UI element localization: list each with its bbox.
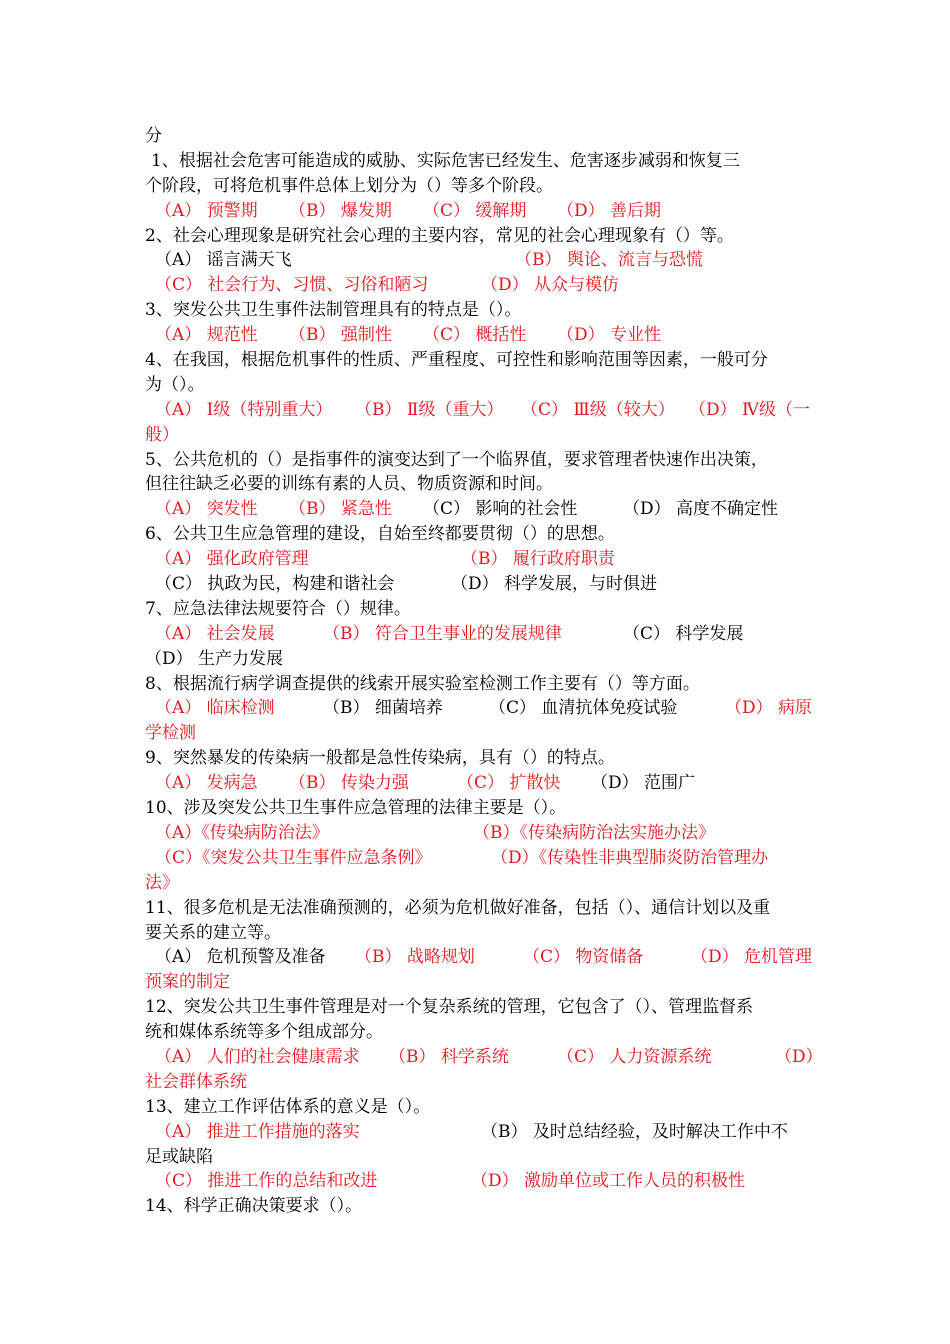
- q8-option-d-line-2: 学检测: [145, 723, 196, 744]
- q3-option-a: （A） 规范性: [155, 325, 258, 346]
- q2-option-d: （D） 从众与模仿: [481, 275, 620, 296]
- q13-option-b-line-1: （B） 及时总结经验，及时解决工作中不: [481, 1121, 788, 1142]
- q2-option-c: （C） 社会行为、习惯、习俗和陋习: [155, 275, 429, 296]
- question-13-options-row-1: [145, 1120, 809, 1145]
- question-7: 7、应急法律法规要符合（）规律。: [145, 598, 411, 619]
- question-3-options: [145, 323, 809, 348]
- q1-option-a: （A） 预警期: [155, 200, 258, 221]
- q10-option-d-line-2: 法》: [145, 872, 179, 893]
- q4-option-d-line-1: （D） Ⅳ级（一: [689, 399, 811, 420]
- question-10-options-row-1: [145, 821, 809, 846]
- q4-option-d-line-2: 般）: [145, 424, 179, 445]
- q11-option-d-line-1: （D） 危机管理: [691, 947, 813, 968]
- q8-option-a: （A） 临床检测: [155, 698, 275, 719]
- q6-option-d: （D） 科学发展，与时俱进: [451, 574, 658, 595]
- q10-option-a: （A）《传染病防治法》: [155, 822, 329, 843]
- q9-option-b: （B） 传染力强: [289, 773, 409, 794]
- q1-option-c: （C） 缓解期: [423, 200, 527, 221]
- q13-option-c: （C） 推进工作的总结和改进: [155, 1171, 378, 1192]
- q7-option-c: （C） 科学发展: [623, 623, 744, 644]
- question-5-line-1: 5、公共危机的（）是指事件的演变达到了一个临界值，要求管理者快速作出决策，: [145, 449, 768, 470]
- q10-option-b: （B）《传染病防治法实施办法》: [473, 822, 715, 843]
- q6-option-b: （B） 履行政府职责: [461, 549, 615, 570]
- q5-option-c: （C） 影响的社会性: [423, 499, 578, 520]
- question-14: 14、科学正确决策要求（）。: [145, 1196, 363, 1217]
- question-5-line-2: 但往往缺乏必要的训练有素的人员、物质资源和时间。: [145, 474, 553, 495]
- question-13-options-row-2: [145, 1169, 809, 1194]
- q6-option-a: （A） 强化政府管理: [155, 549, 309, 570]
- question-2-options-row-1: [145, 248, 809, 273]
- q9-option-a: （A） 发病急: [155, 773, 258, 794]
- question-10-options-row-2: [145, 846, 809, 871]
- question-12-options: [145, 1045, 823, 1070]
- q1-option-b: （B） 爆发期: [289, 200, 392, 221]
- q6-option-c: （C） 执政为民，构建和谐社会: [155, 574, 395, 595]
- q12-option-a: （A） 人们的社会健康需求: [155, 1046, 360, 1067]
- q4-option-a: （A） Ⅰ级（特别重大）: [155, 399, 333, 420]
- q5-option-a: （A） 突发性: [155, 499, 258, 520]
- question-6-options-row-1: [145, 547, 809, 572]
- question-2-options-row-2: [145, 273, 809, 298]
- question-9-options: [145, 771, 809, 796]
- question-8: 8、根据流行病学调查提供的线索开展实验室检测工作主要有（）等方面。: [145, 673, 700, 694]
- q12-option-b: （B） 科学系统: [389, 1046, 509, 1067]
- question-4-line-1: 4、在我国，根据危机事件的性质、严重程度、可控性和影响范围等因素，一般可分: [145, 350, 768, 371]
- q8-option-c: （C） 血清抗体免疫试验: [489, 698, 678, 719]
- q3-option-b: （B） 强制性: [289, 325, 392, 346]
- q4-option-c: （C） Ⅲ级（较大）: [521, 399, 675, 420]
- q9-option-c: （C） 扩散快: [457, 773, 561, 794]
- document-page: [145, 124, 823, 1219]
- question-4-line-2: 为（）。: [145, 374, 205, 395]
- question-2: 2、社会心理现象是研究社会心理的主要内容，常见的社会心理现象有（）等。: [145, 225, 734, 246]
- question-12-line-1: 12、突发公共卫生事件管理是对一个复杂系统的管理，它包含了（）、管理监督系: [145, 997, 754, 1018]
- q9-option-d: （D） 范围广: [591, 773, 696, 794]
- q10-option-d-line-1: （D）《传染性非典型肺炎防治管理办: [491, 847, 769, 868]
- q2-option-a: （A） 谣言满天飞: [155, 250, 292, 271]
- q12-option-c: （C） 人力资源系统: [557, 1046, 712, 1067]
- question-10: 10、涉及突发公共卫生事件应急管理的法律主要是（）。: [145, 798, 567, 819]
- question-1-line-1: 1、根据社会危害可能造成的威胁、实际危害已经发生、危害逐步减弱和恢复三: [151, 150, 740, 171]
- q13-option-d: （D） 激励单位或工作人员的积极性: [471, 1171, 746, 1192]
- q7-option-a: （A） 社会发展: [155, 623, 275, 644]
- question-6: 6、公共卫生应急管理的建设，自始至终都要贯彻（）的思想。: [145, 524, 615, 545]
- question-1-line-2: 个阶段，可将危机事件总体上划分为（）等多个阶段。: [145, 175, 553, 196]
- question-1-options: [145, 199, 809, 224]
- q5-option-b: （B） 紧急性: [289, 499, 392, 520]
- question-11-line-2: 要关系的建立等。: [145, 922, 281, 943]
- question-5-options: [145, 497, 809, 522]
- question-3: 3、突发公共卫生事件法制管理具有的特点是（）。: [145, 300, 522, 321]
- q2-option-b: （B） 舆论、流言与恐慌: [515, 250, 703, 271]
- q12-option-d-line-2: 社会群体系统: [145, 1071, 247, 1092]
- q3-option-c: （C） 概括性: [423, 325, 527, 346]
- question-8-options: [145, 696, 813, 721]
- q12-option-d-line-1: （D）: [775, 1046, 823, 1067]
- question-7-options: [145, 622, 809, 647]
- q11-option-a: （A） 危机预警及准备: [155, 947, 326, 968]
- q13-option-b-line-2: 足或缺陷: [145, 1146, 213, 1167]
- question-13: 13、建立工作评估体系的意义是（）。: [145, 1096, 431, 1117]
- q3-option-d: （D） 专业性: [557, 325, 662, 346]
- q7-option-b: （B） 符合卫生事业的发展规律: [323, 623, 562, 644]
- question-4-options: [145, 398, 809, 423]
- page-fragment-heading: 分: [145, 126, 162, 146]
- question-6-options-row-2: [145, 572, 809, 597]
- q5-option-d: （D） 高度不确定性: [623, 499, 779, 520]
- q11-option-c: （C） 物资储备: [523, 947, 644, 968]
- q11-option-d-line-2: 预案的制定: [145, 972, 230, 993]
- question-11-options: [145, 945, 813, 970]
- q11-option-b: （B） 战略规划: [355, 947, 475, 968]
- question-12-line-2: 统和媒体系统等多个组成部分。: [145, 1022, 383, 1043]
- q1-option-d: （D） 善后期: [557, 200, 662, 221]
- question-11-line-1: 11、很多危机是无法准确预测的，必须为危机做好准备，包括（）、通信计划以及重: [145, 897, 771, 918]
- q7-option-d: （D） 生产力发展: [145, 648, 284, 669]
- question-9: 9、突然暴发的传染病一般都是急性传染病，具有（）的特点。: [145, 748, 615, 769]
- q8-option-d-line-1: （D） 病原: [725, 698, 813, 719]
- q4-option-b: （B） Ⅱ级（重大）: [355, 399, 504, 420]
- q13-option-a: （A） 推进工作措施的落实: [155, 1121, 360, 1142]
- q8-option-b: （B） 细菌培养: [323, 698, 443, 719]
- q10-option-c: （C）《突发公共卫生事件应急条例》: [155, 847, 432, 868]
